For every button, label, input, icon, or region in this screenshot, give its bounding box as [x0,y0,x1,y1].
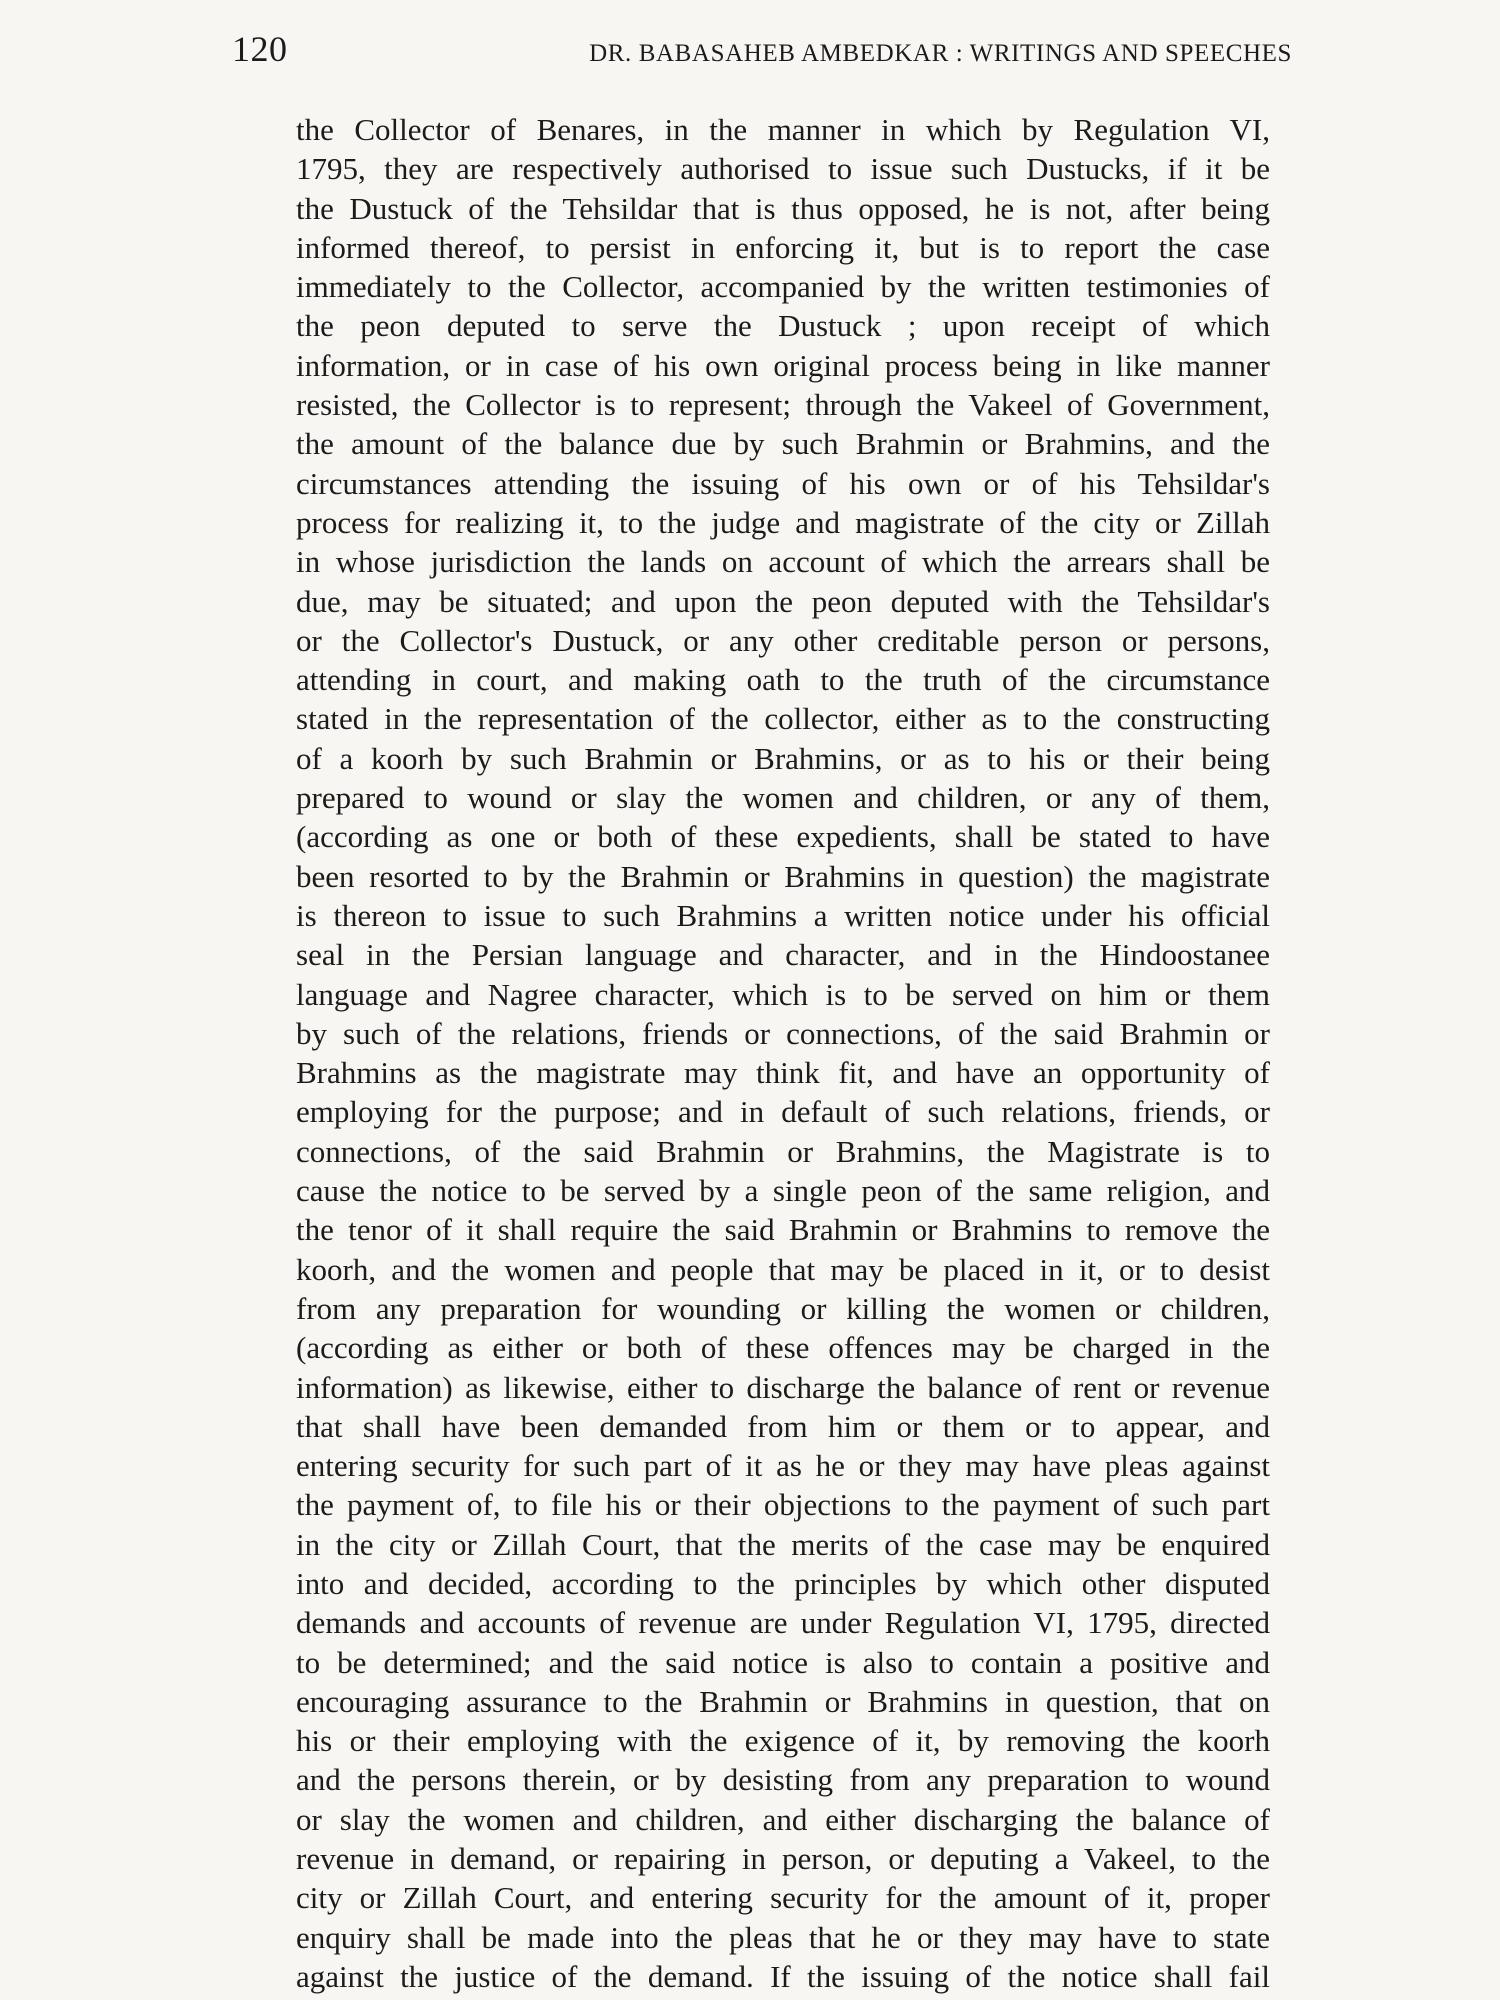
text-line: resisted, the Collector is to represent; through the Vakeel of Government, [296,387,1270,423]
text-line: cause the notice to be served by a single peon of the same religion, and [296,1173,1270,1209]
text-line: to be determined; and the said notice is also to contain a positive and [296,1644,1270,1680]
text-line: information, or in case of his own original process being in like manner [296,347,1270,383]
text-line: in the city or Zillah Court, that the merits of the case may be enquired [296,1526,1270,1562]
text-line: entering security for such part of it as he or they may have pleas against [296,1448,1270,1484]
text-line: or the Collector's Dustuck, or any other creditable person or persons, [296,622,1270,658]
text-line: or slay the women and children, and either discharging the balance of [296,1801,1270,1837]
text-line: language and Nagree character, which is to be served on him or them [296,976,1270,1012]
text-line: in whose jurisdiction the lands on account of which the arrears shall be [296,544,1270,580]
text-line: attending in court, and making oath to the truth of the circumstance [296,662,1270,698]
text-line: into and decided, according to the principles by which other disputed [296,1565,1270,1601]
text-line: informed thereof, to persist in enforcing it, but is to report the case [296,229,1270,265]
text-line: employing for the purpose; and in default of such relations, friends, or [296,1094,1270,1130]
page-header [232,28,1292,88]
text-line: against the justice of the demand. If the issuing of the notice shall fail [296,1958,1270,1994]
text-line: by such of the relations, friends or connections, of the said Brahmin or [296,1015,1270,1051]
text-line: is thereon to issue to such Brahmins a written notice under his official [296,897,1270,933]
text-line: city or Zillah Court, and entering security for the amount of it, proper [296,1880,1270,1916]
page-number: 120 [232,29,288,69]
text-line: his or their employing with the exigence of it, by removing the koorh [296,1723,1270,1759]
text-line: the Dustuck of the Tehsildar that is thus opposed, he is not, after being [296,190,1270,226]
text-line: stated in the representation of the collector, either as to the constructing [296,701,1270,737]
text-line: prepared to wound or slay the women and children, or any of them, [296,780,1270,816]
text-line: from any preparation for wounding or killing the women or children, [296,1290,1270,1326]
text-line: seal in the Persian language and character, and in the Hindoostanee [296,937,1270,973]
text-line: been resorted to by the Brahmin or Brahmins in question) the magistrate [296,858,1270,894]
text-line: demands and accounts of revenue are under Regulation VI, 1795, directed [296,1605,1270,1641]
text-line: due, may be situated; and upon the peon deputed with the Tehsildar's [296,583,1270,619]
text-line: the peon deputed to serve the Dustuck ; upon receipt of which [296,308,1270,344]
text-line: encouraging assurance to the Brahmin or Brahmins in question, that on [296,1683,1270,1719]
text-line: revenue in demand, or repairing in person, or deputing a Vakeel, to the [296,1841,1270,1877]
text-line: of a koorh by such Brahmin or Brahmins, or as to his or their being [296,740,1270,776]
text-line: process for realizing it, to the judge and magistrate of the city or Zillah [296,504,1270,540]
text-line: the amount of the balance due by such Brahmin or Brahmins, and the [296,426,1270,462]
text-line: enquiry shall be made into the pleas that he or they may have to state [296,1919,1270,1955]
text-line: 1795, they are respectively authorised to issue such Dustucks, if it be [296,151,1270,187]
text-line: the tenor of it shall require the said Brahmin or Brahmins to remove the [296,1212,1270,1248]
text-line: that shall have been demanded from him or them or to appear, and [296,1408,1270,1444]
text-line: the payment of, to file his or their objections to the payment of such part [296,1487,1270,1523]
text-line: information) as likewise, either to discharge the balance of rent or revenue [296,1369,1270,1405]
running-head: DR. BABASAHEB AMBEDKAR : WRITINGS AND SPEECHES [589,40,1292,67]
body-text [296,110,1270,1996]
text-line: and the persons therein, or by desisting from any preparation to wound [296,1762,1270,1798]
text-line: (according as one or both of these expedients, shall be stated to have [296,819,1270,855]
text-line: immediately to the Collector, accompanied by the written testimonies of [296,269,1270,305]
text-line: Brahmins as the magistrate may think fit, and have an opportunity of [296,1055,1270,1091]
text-line: koorh, and the women and people that may be placed in it, or to desist [296,1251,1270,1287]
text-line: circumstances attending the issuing of his own or of his Tehsildar's [296,465,1270,501]
text-line: connections, of the said Brahmin or Brahmins, the Magistrate is to [296,1133,1270,1169]
text-line: (according as either or both of these offences may be charged in the [296,1330,1270,1366]
text-line: the Collector of Benares, in the manner in which by Regulation VI, [296,112,1270,147]
